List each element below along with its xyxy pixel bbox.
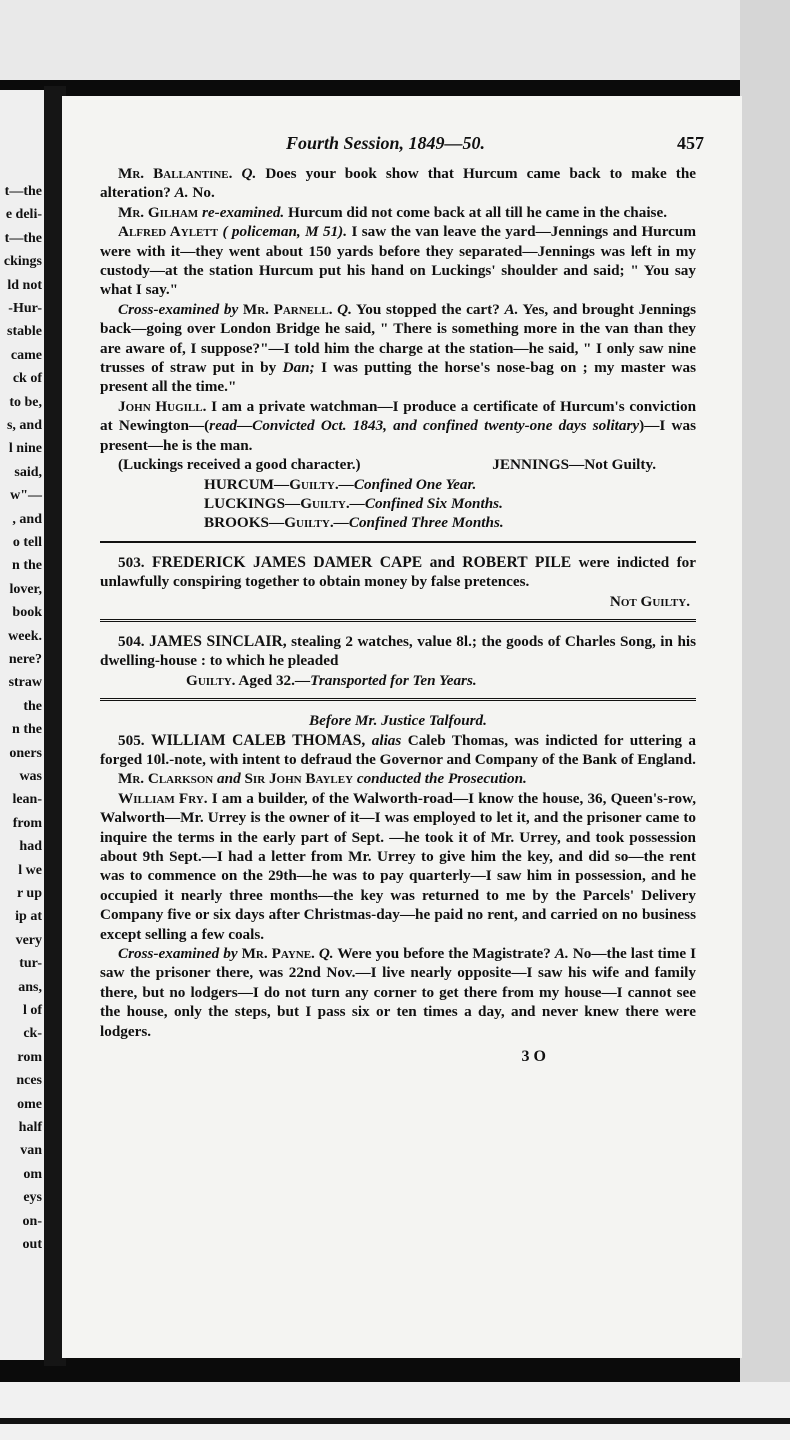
sentence-term: —Confined Six Months. bbox=[349, 494, 503, 512]
defendant-name: JAMES SINCLAIR, bbox=[149, 632, 287, 650]
q-marker: Q. bbox=[337, 300, 352, 318]
facing-page-text: to be, bbox=[9, 394, 42, 410]
bottom-rule bbox=[0, 1418, 790, 1424]
verdict: Guilty. bbox=[186, 671, 236, 689]
facing-page-text: week. bbox=[8, 628, 42, 644]
paragraph bbox=[100, 164, 696, 203]
section-rule bbox=[100, 541, 696, 543]
section-rule bbox=[100, 619, 696, 622]
facing-page-text: , and bbox=[12, 511, 42, 527]
character-verdict-line bbox=[100, 455, 696, 474]
paragraph bbox=[100, 203, 696, 222]
prosecution-line bbox=[100, 769, 696, 788]
facing-page-text: was bbox=[19, 769, 42, 784]
facing-page-text: van bbox=[20, 1143, 42, 1159]
judge-heading: Before Mr. Justice Talfourd. bbox=[309, 712, 487, 730]
top-margin bbox=[0, 0, 790, 80]
sentence-line bbox=[100, 475, 696, 494]
case-504 bbox=[100, 632, 696, 671]
testimony-continued: )—I was present—he is the man. bbox=[100, 417, 696, 454]
testimony: I am a private watchman—I produce a certificate of Hurcum's conviction at Newington—( bbox=[100, 397, 697, 435]
character-note: (Luckings received a good character.) bbox=[118, 456, 361, 474]
exam-tag: Cross-examined by bbox=[118, 300, 239, 318]
verdict: Guilty. bbox=[284, 514, 334, 532]
facing-page-text: ip at bbox=[15, 909, 42, 925]
name-dan: Dan; bbox=[282, 359, 315, 377]
paragraph bbox=[100, 789, 696, 944]
facing-page-text: tur- bbox=[19, 956, 42, 972]
case-charge: stealing 2 watches, value 8l.; the goods of Charles Song, in his dwelling-house : to which he pleaded bbox=[100, 632, 697, 670]
counsel: Sir John Bayley bbox=[244, 770, 354, 788]
witness-role: ( policeman, M 51). bbox=[222, 223, 348, 241]
facing-page-text: w"— bbox=[10, 488, 42, 504]
facing-page-text: ld not bbox=[7, 277, 42, 293]
testimony: I saw the van leave the yard—Jennings and Hurcum were with it—they went about 150 yards before they separated—Jennings was left in my custody—at the station Hurcum put his hand on Luckings' shoulder and said; " You say what I say." bbox=[100, 223, 697, 299]
verdict: Guilty. bbox=[289, 475, 339, 493]
question: Does your book show that Hurcum came back to make the alteration? bbox=[100, 165, 697, 202]
certificate-reading: read—Convicted Oct. 1843, and confined twenty-one days solitary bbox=[209, 417, 640, 435]
facing-page-text: t—the bbox=[4, 184, 42, 199]
facing-page-text: nces bbox=[16, 1073, 42, 1089]
facing-page-text: -Hur- bbox=[8, 301, 42, 316]
testimony: I am a builder, of the Walworth-road—I know the house, 36, Queen's-row, Walworth—Mr. Urrey is the owner of it—I was employed to let it, and the prisoner came to inquire the terms in the early part of Sept. —he took it of Mr. Urrey, and took possession about 9th Sept.—I had a letter from Mr. Urrey to give him the key, and did so—the rent was to commence on the 29th—he was to pay quarterly—I saw him in possession, and he occupied it nearly three months—the key was returned to me by the Parcels' Delivery Company five or six days after Christmas-day—he paid no rent, and carried on no business except selling a few coals. bbox=[100, 789, 696, 943]
facing-page-text: om bbox=[23, 1166, 42, 1182]
facing-page-text: half bbox=[18, 1120, 42, 1135]
facing-page-text: straw bbox=[8, 675, 42, 691]
bottom-margin bbox=[0, 1382, 790, 1440]
paragraph bbox=[100, 944, 696, 1041]
case-504-sentence bbox=[100, 671, 696, 690]
speaker: William Fry. bbox=[118, 789, 208, 807]
case-503-verdict: Not Guilty. bbox=[609, 592, 690, 610]
defendant: HURCUM— bbox=[204, 475, 290, 493]
verdict-jennings: JENNINGS—Not Guilty. bbox=[492, 456, 656, 474]
a-marker: A. bbox=[504, 300, 519, 318]
case-503 bbox=[100, 553, 696, 592]
facing-page-text: r up bbox=[16, 886, 42, 901]
facing-page-text: ans, bbox=[18, 979, 42, 995]
defendant: LUCKINGS— bbox=[204, 494, 301, 512]
book-page bbox=[62, 96, 742, 1358]
and-word: and bbox=[217, 770, 241, 788]
speaker: Mr. Gilham bbox=[118, 203, 199, 221]
age: Aged 32. bbox=[238, 671, 295, 689]
paragraph bbox=[100, 300, 696, 397]
prosecution-tail: conducted the Prosecution. bbox=[356, 770, 527, 788]
sentence-term: —Confined One Year. bbox=[338, 475, 477, 493]
facing-page-text: l we bbox=[18, 862, 42, 878]
sentences-list bbox=[100, 475, 696, 533]
paragraph bbox=[100, 222, 696, 300]
speaker: Mr. Ballantine. bbox=[118, 165, 233, 182]
facing-page-fragment bbox=[0, 90, 46, 1360]
section-rule bbox=[100, 698, 696, 701]
facing-page-text: ome bbox=[17, 1096, 42, 1112]
facing-page-text: the bbox=[23, 698, 42, 714]
defendant-names: FREDERICK JAMES DAMER CAPE and ROBERT PILE bbox=[151, 553, 572, 571]
testimony: Yes, and brought Jennings back—going over London Bridge he said, " There is something more in the van than they are aware of, I suppose?"—I told him the charge at the station—he said, " I only saw nine trusses of straw put in by bbox=[100, 300, 697, 377]
facing-page-text: rom bbox=[17, 1049, 42, 1065]
testimony: No—the last time I saw the prisoner there, was 22nd Nov.—I live nearly opposite—I saw his wife and family there, but no lodgers—I do not turn any corner to get there from my house—I cannot see the house, only the steps, but I pass six or ten times a day, and never knew there were lodgers. bbox=[100, 945, 697, 1040]
answer: No. bbox=[192, 184, 215, 202]
facing-page-text: oners bbox=[9, 745, 42, 761]
case-charge: Caleb Thomas, was indicted for uttering a forged 10l.-note, with intent to defraud the Governor and Company of the Bank of England. bbox=[100, 731, 697, 768]
exam-tag: re-examined. bbox=[201, 203, 285, 221]
facing-page-text: ck of bbox=[12, 371, 42, 387]
a-marker: A. bbox=[554, 945, 569, 963]
speaker: John Hugill. bbox=[118, 397, 207, 415]
sentence: —Transported for Ten Years. bbox=[294, 671, 477, 689]
facing-page-text: said, bbox=[14, 464, 42, 480]
paragraph bbox=[100, 397, 696, 455]
testimony: Hurcum did not come back at all till he came in the chaise. bbox=[288, 203, 667, 221]
case-number: 503. bbox=[118, 553, 145, 571]
facing-page-text: out bbox=[22, 1237, 42, 1252]
right-margin bbox=[740, 0, 790, 1440]
facing-page-text: o tell bbox=[12, 535, 42, 550]
case-number: 505. bbox=[118, 731, 145, 749]
facing-page-text: e deli- bbox=[5, 207, 42, 223]
facing-page-text: stable bbox=[7, 324, 42, 340]
facing-page-text: eys bbox=[23, 1190, 42, 1206]
defendant: BROOKS— bbox=[204, 514, 285, 532]
facing-page-text: had bbox=[19, 839, 42, 855]
facing-page-text: on- bbox=[22, 1213, 42, 1229]
exam-tag: Cross-examined by bbox=[118, 945, 238, 963]
speaker: Mr. Parnell. bbox=[242, 300, 333, 318]
facing-page-text: n the bbox=[12, 558, 42, 574]
speaker: Mr. Payne. bbox=[241, 945, 315, 963]
facing-page-text: l nine bbox=[8, 441, 42, 457]
case-505 bbox=[100, 731, 696, 770]
page-header bbox=[100, 133, 704, 156]
facing-page-text: n the bbox=[12, 722, 42, 738]
running-title: Fourth Session, 1849—50. bbox=[286, 133, 486, 153]
facing-page-text: lean- bbox=[12, 792, 42, 808]
facing-page-text: s, and bbox=[6, 418, 42, 433]
page-content bbox=[100, 133, 704, 1066]
sentence-line bbox=[100, 494, 696, 513]
verdict: Guilty. bbox=[300, 494, 350, 512]
facing-page-text: l of bbox=[22, 1003, 42, 1018]
facing-page-text: nere? bbox=[8, 652, 42, 667]
question: You stopped the cart? bbox=[355, 300, 500, 318]
facing-page-text: t—the bbox=[4, 230, 42, 246]
sentence-term: —Confined Three Months. bbox=[333, 514, 504, 532]
facing-page-text: came bbox=[10, 347, 42, 363]
q-marker: Q. bbox=[241, 165, 257, 182]
question: Were you before the Magistrate? bbox=[337, 945, 551, 963]
facing-page-text: ckings bbox=[3, 254, 42, 270]
defendant-name: WILLIAM CALEB THOMAS, bbox=[151, 731, 366, 749]
facing-page-text: very bbox=[15, 932, 42, 948]
facing-page-text: from bbox=[12, 815, 42, 831]
counsel: Mr. Clarkson bbox=[118, 770, 214, 788]
facing-page-text: ck- bbox=[23, 1026, 42, 1042]
testimony-continued: I was putting the horse's nose-bag on ; my master was present all the time." bbox=[100, 359, 697, 396]
case-number: 504. bbox=[118, 632, 145, 650]
case-charge: were indicted for unlawfully conspiring together to obtain money by false pretences. bbox=[100, 553, 697, 591]
alias-word: alias bbox=[371, 731, 402, 749]
signature-mark: 3 O bbox=[521, 1048, 546, 1066]
sentence-line bbox=[100, 513, 696, 532]
facing-page-text: lover, bbox=[9, 581, 42, 597]
q-marker: Q. bbox=[318, 945, 334, 963]
speaker: Alfred Aylett bbox=[118, 223, 219, 241]
a-marker: A. bbox=[174, 184, 189, 202]
page-number: 457 bbox=[677, 133, 704, 153]
facing-page-text: book bbox=[12, 605, 42, 621]
